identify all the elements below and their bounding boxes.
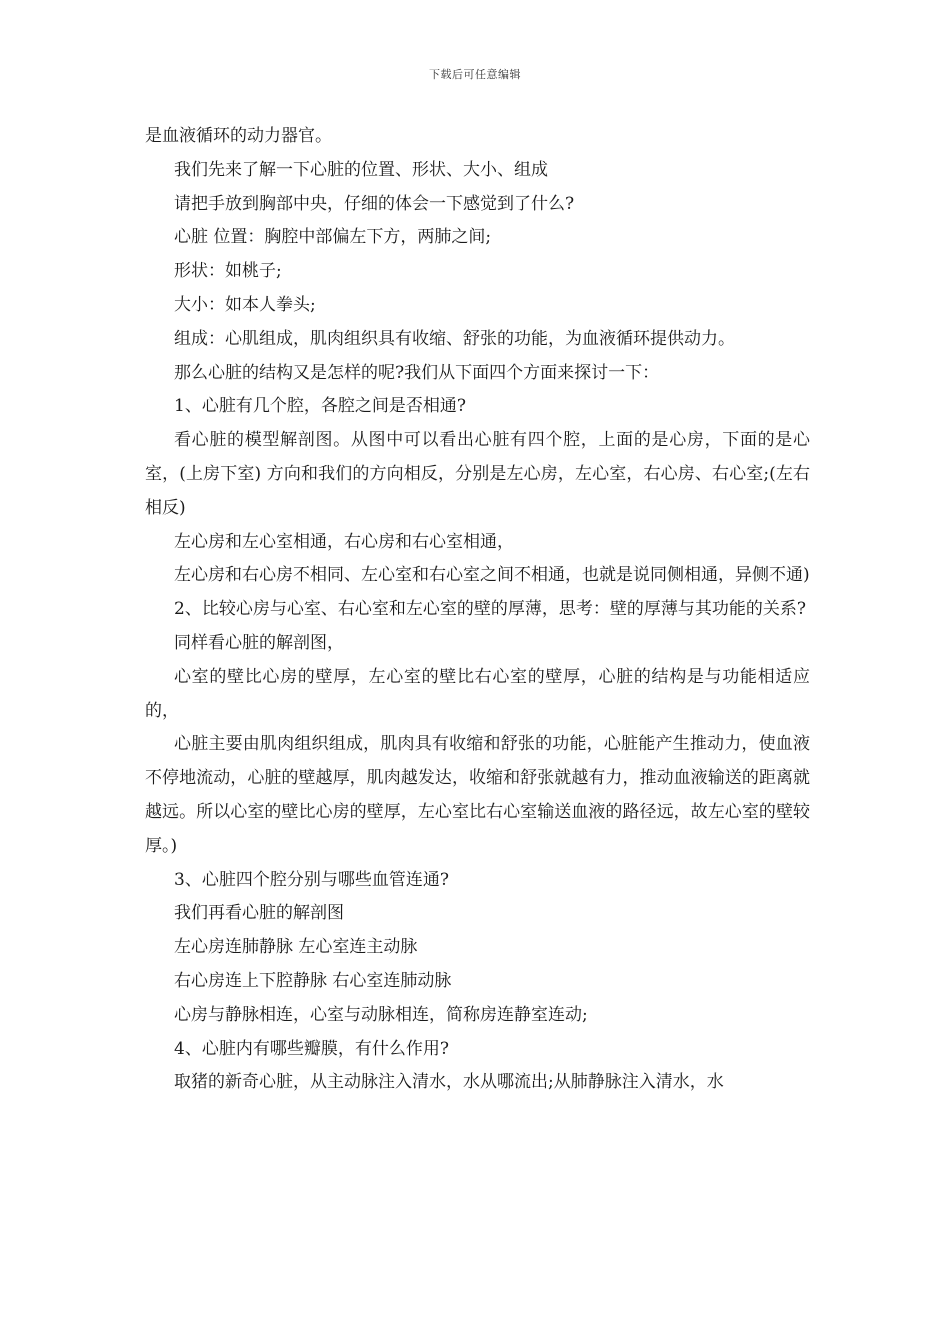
paragraph: 我们先来了解一下心脏的位置、形状、大小、组成 [174,159,548,180]
paragraph: 那么心脏的结构又是怎样的呢?我们从下面四个方面来探讨一下： [174,362,660,383]
paragraph: 左心房和左心室相通，右心房和右心室相通， [174,531,514,552]
paragraph: 心房与静脉相连，心室与动脉相连，简称房连静室连动; [174,1004,588,1025]
section-heading: 3、心脏四个腔分别与哪些血管连通? [174,869,449,890]
section-heading: 2、比较心房与心室、右心室和左心室的壁的厚薄，思考：壁的厚薄与其功能的关系? [174,599,806,620]
paragraph: 是血液循环的动力器官。 [145,126,332,146]
section-heading: 4、心脏内有哪些瓣膜，有什么作用? [174,1038,449,1059]
paragraph: 心室的壁比心房的壁厚，左心室的壁比右心室的壁厚，心脏的结构是与功能相适应的， [145,666,810,721]
paragraph: 心脏 位置：胸腔中部偏左下方，两肺之间; [174,227,492,248]
paragraph: 看心脏的模型解剖图。从图中可以看出心脏有四个腔，上面的是心房，下面的是心室，(上房下室) 方向和我们的方向相反，分别是左心房，左心室，右心房、右心室;(左右相反) [145,430,810,518]
paragraph: 左心房和右心房不相同、左心室和右心室之间不相通，也就是说同侧相通，异侧不通) [174,565,810,586]
paragraph: 大小：如本人拳头; [174,294,316,315]
document-body [145,120,810,1100]
paragraph: 我们再看心脏的解剖图 [174,903,344,924]
paragraph: 组成：心肌组成，肌肉组织具有收缩、舒张的功能，为血液循环提供动力。 [174,328,735,349]
page-header: 下载后可任意编辑 [429,68,521,81]
paragraph: 形状：如桃子; [174,261,282,282]
paragraph: 同样看心脏的解剖图， [174,632,344,653]
paragraph: 右心房连上下腔静脉 右心室连肺动脉 [174,970,452,991]
paragraph: 请把手放到胸部中央，仔细的体会一下感觉到了什么? [174,193,575,214]
section-heading: 1、心脏有几个腔，各腔之间是否相通? [174,396,466,417]
paragraph: 取猪的新奇心脏，从主动脉注入清水，水从哪流出;从肺静脉注入清水，水 [174,1072,724,1093]
paragraph: 左心房连肺静脉 左心室连主动脉 [174,937,418,958]
paragraph: 心脏主要由肌肉组织组成，肌肉具有收缩和舒张的功能，心脏能产生推动力，使血液不停地流动，心脏的壁越厚，肌肉越发达，收缩和舒张就越有力，推动血液输送的距离就越远。所以心室的壁比心房的壁厚，左心室比右心室输送血液的路径远，故左心室的壁较厚。) [145,734,810,856]
